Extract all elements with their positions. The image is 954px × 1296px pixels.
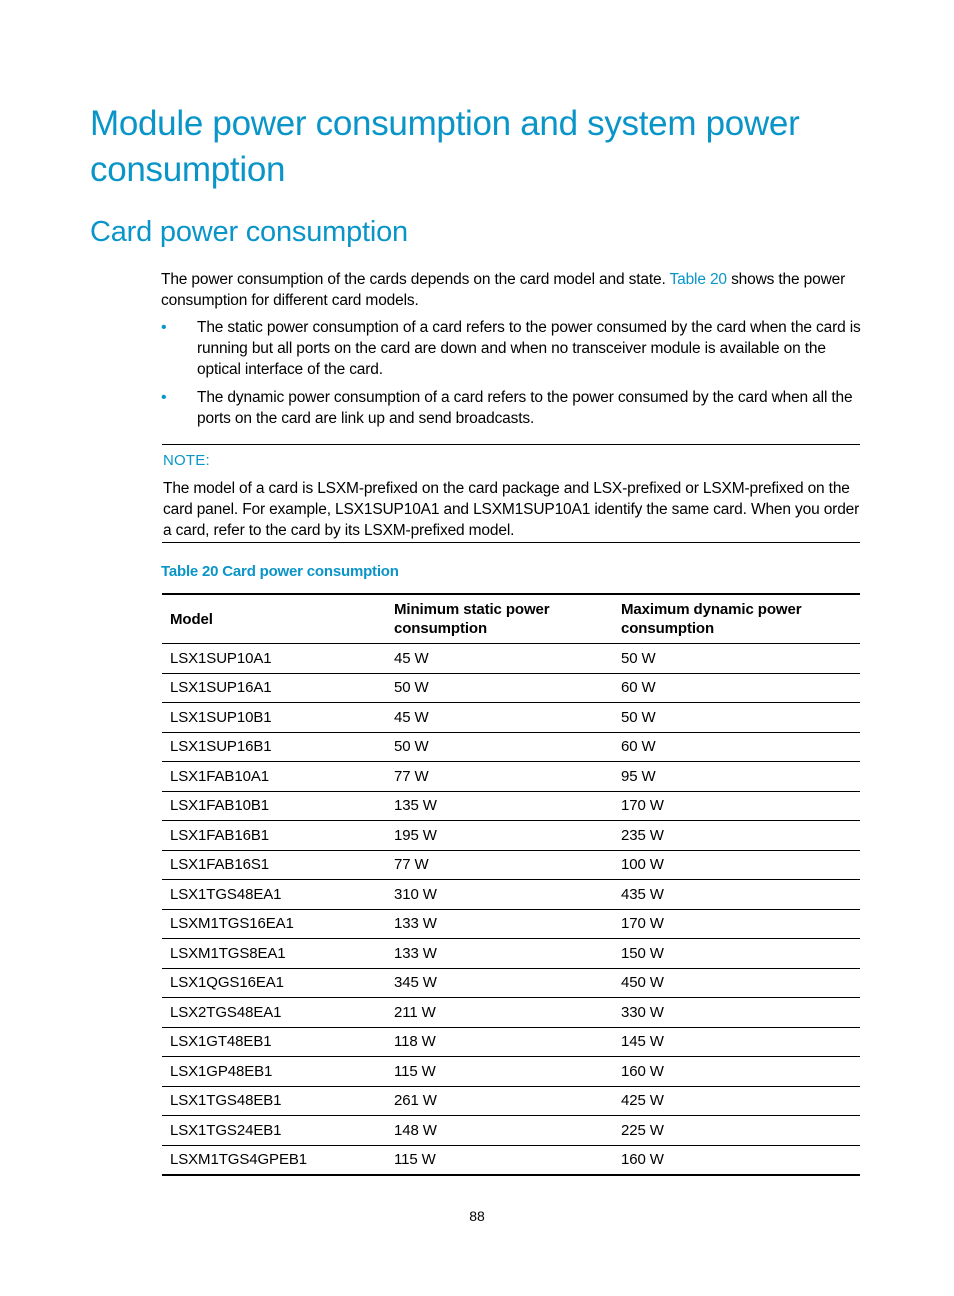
cell-max-dynamic: 160 W [613, 1057, 860, 1087]
cell-max-dynamic: 425 W [613, 1086, 860, 1116]
cell-model: LSXM1TGS16EA1 [162, 909, 386, 939]
cell-min-static: 45 W [386, 703, 613, 733]
cell-model: LSX1FAB16S1 [162, 850, 386, 880]
table-row [162, 1086, 860, 1116]
table-row [162, 1116, 860, 1146]
header-min-static: Minimum static power consumption [386, 594, 613, 644]
bullet-text: The static power consumption of a card refers to the power consumed by the card when the card is running but all ports on the card are down and when no transceiver module is available on the optical interface of the card. [197, 319, 861, 378]
intro-text-after: shows the power consumption for different card models. [161, 271, 846, 309]
cell-model: LSX1SUP10B1 [162, 703, 386, 733]
note-top-rule [162, 444, 860, 445]
header-model: Model [162, 594, 386, 644]
cell-model: LSX1TGS48EA1 [162, 880, 386, 910]
cell-min-static: 345 W [386, 968, 613, 998]
section-title: Card power consumption [90, 216, 408, 248]
table-row [162, 762, 860, 792]
table-20-link[interactable]: Table 20 [669, 271, 727, 288]
table-row [162, 673, 860, 703]
cell-min-static: 115 W [386, 1057, 613, 1087]
table-row [162, 732, 860, 762]
cell-model: LSX1QGS16EA1 [162, 968, 386, 998]
cell-min-static: 195 W [386, 821, 613, 851]
table-header-row [162, 594, 860, 644]
table-row [162, 998, 860, 1028]
cell-max-dynamic: 150 W [613, 939, 860, 969]
cell-max-dynamic: 235 W [613, 821, 860, 851]
cell-max-dynamic: 50 W [613, 644, 860, 674]
table-row [162, 1027, 860, 1057]
cell-min-static: 45 W [386, 644, 613, 674]
cell-max-dynamic: 330 W [613, 998, 860, 1028]
cell-max-dynamic: 145 W [613, 1027, 860, 1057]
bullet-static-power [161, 317, 871, 380]
table-row [162, 1057, 860, 1087]
cell-min-static: 77 W [386, 850, 613, 880]
cell-model: LSX1GP48EB1 [162, 1057, 386, 1087]
cell-min-static: 118 W [386, 1027, 613, 1057]
bullet-text: The dynamic power consumption of a card refers to the power consumed by the card when all the ports on the card are link up and send broadcasts. [197, 389, 853, 427]
table-row [162, 880, 860, 910]
cell-min-static: 50 W [386, 732, 613, 762]
intro-paragraph [161, 269, 871, 311]
note-bottom-rule [162, 542, 860, 543]
cell-min-static: 261 W [386, 1086, 613, 1116]
chapter-title: Module power consumption and system power consumption [90, 104, 800, 189]
cell-model: LSX1FAB10A1 [162, 762, 386, 792]
bullet-dynamic-power [161, 387, 871, 429]
cell-model: LSX1SUP16B1 [162, 732, 386, 762]
note-text: The model of a card is LSXM-prefixed on the card package and LSX-prefixed or LSXM-prefixed on the card panel. For example, LSX1SUP10A1 and LSXM1SUP10A1 identify the same card. When you order a card, refer to the card by its LSXM-prefixed model. [163, 480, 860, 539]
bullet-dot-icon: • [161, 319, 167, 336]
table-row [162, 791, 860, 821]
cell-max-dynamic: 95 W [613, 762, 860, 792]
cell-min-static: 77 W [386, 762, 613, 792]
table-row [162, 909, 860, 939]
cell-max-dynamic: 60 W [613, 673, 860, 703]
cell-max-dynamic: 450 W [613, 968, 860, 998]
cell-min-static: 135 W [386, 791, 613, 821]
cell-model: LSXM1TGS4GPEB1 [162, 1145, 386, 1175]
cell-min-static: 133 W [386, 939, 613, 969]
table-row [162, 703, 860, 733]
header-max-dynamic: Maximum dynamic power consumption [613, 594, 860, 644]
page-number: 88 [469, 1208, 485, 1224]
cell-model: LSX1SUP16A1 [162, 673, 386, 703]
cell-min-static: 310 W [386, 880, 613, 910]
cell-model: LSX1FAB16B1 [162, 821, 386, 851]
table-row [162, 644, 860, 674]
table-row [162, 1145, 860, 1175]
cell-min-static: 148 W [386, 1116, 613, 1146]
cell-min-static: 50 W [386, 673, 613, 703]
intro-text-before: The power consumption of the cards depends on the card model and state. [161, 271, 670, 288]
table-row [162, 939, 860, 969]
bullet-dot-icon: • [161, 389, 167, 406]
cell-min-static: 211 W [386, 998, 613, 1028]
table-row [162, 821, 860, 851]
cell-max-dynamic: 160 W [613, 1145, 860, 1175]
cell-max-dynamic: 225 W [613, 1116, 860, 1146]
cell-model: LSX1SUP10A1 [162, 644, 386, 674]
cell-model: LSX1GT48EB1 [162, 1027, 386, 1057]
cell-model: LSX2TGS48EA1 [162, 998, 386, 1028]
cell-min-static: 115 W [386, 1145, 613, 1175]
cell-model: LSX1TGS24EB1 [162, 1116, 386, 1146]
note-label: NOTE: [163, 452, 210, 469]
table-row [162, 850, 860, 880]
card-power-table [162, 593, 860, 1176]
cell-min-static: 133 W [386, 909, 613, 939]
cell-max-dynamic: 50 W [613, 703, 860, 733]
cell-max-dynamic: 170 W [613, 791, 860, 821]
cell-model: LSX1FAB10B1 [162, 791, 386, 821]
cell-model: LSX1TGS48EB1 [162, 1086, 386, 1116]
cell-max-dynamic: 100 W [613, 850, 860, 880]
cell-max-dynamic: 60 W [613, 732, 860, 762]
table-row [162, 968, 860, 998]
cell-max-dynamic: 170 W [613, 909, 860, 939]
table-caption: Table 20 Card power consumption [161, 563, 399, 580]
cell-max-dynamic: 435 W [613, 880, 860, 910]
cell-model: LSXM1TGS8EA1 [162, 939, 386, 969]
